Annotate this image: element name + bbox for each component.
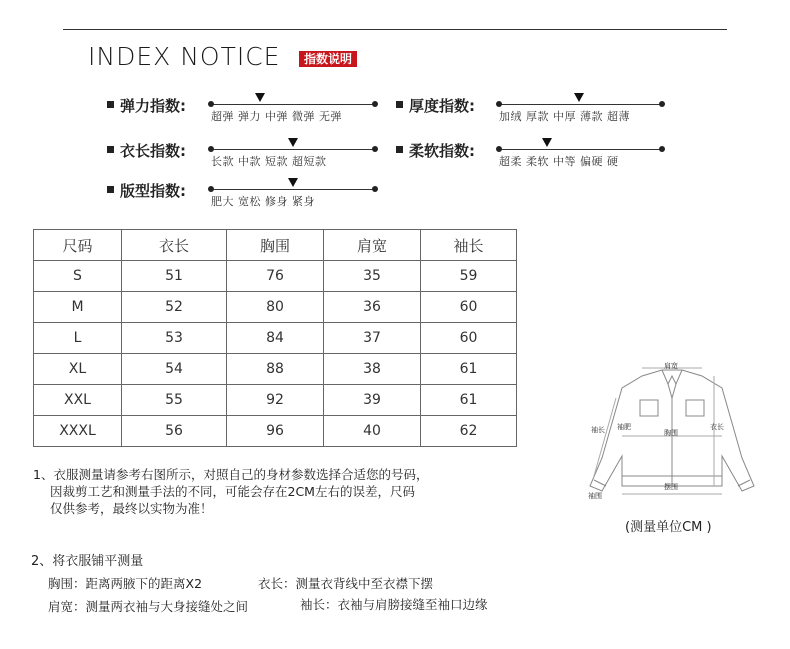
label-shoulder: 肩宽 — [664, 362, 678, 370]
length-definition: 衣长：测量衣背线中至衣襟下摆 — [258, 576, 434, 591]
note-2-title: 2、将衣服铺平测量 — [31, 554, 144, 569]
size-table — [33, 229, 517, 447]
table-cell: 52 — [122, 292, 227, 323]
table-cell: 59 — [421, 261, 517, 292]
label-cuff: 袖围 — [588, 492, 602, 500]
col-header-length: 衣长 — [122, 230, 227, 261]
table-cell: 61 — [421, 354, 517, 385]
jacket-measurement-diagram — [582, 358, 762, 512]
selected-marker-icon — [574, 93, 584, 102]
scale-options: 肥大 宽松 修身 紧身 — [211, 195, 315, 208]
col-header-size: 尺码 — [34, 230, 122, 261]
top-divider — [63, 29, 727, 30]
selected-marker-icon — [288, 178, 298, 187]
table-cell: M — [34, 292, 122, 323]
index-label-elasticity: 弹力指数: — [107, 95, 186, 116]
index-scale-softness — [499, 142, 662, 166]
table-cell: 38 — [324, 354, 421, 385]
index-label-fit: 版型指数: — [107, 180, 186, 201]
col-header-chest: 胸围 — [227, 230, 324, 261]
table-row — [34, 385, 517, 416]
selected-marker-icon — [288, 138, 298, 147]
table-cell: 51 — [122, 261, 227, 292]
table-cell: L — [34, 323, 122, 354]
page-title: INDEX NOTICE — [88, 42, 281, 71]
table-cell: S — [34, 261, 122, 292]
table-cell: 88 — [227, 354, 324, 385]
table-cell: 96 — [227, 416, 324, 447]
selected-marker-icon — [255, 93, 265, 102]
label-hem: 摆围 — [664, 483, 678, 491]
label-chest: 胸围 — [664, 429, 678, 437]
title-badge: 指数说明 — [299, 51, 357, 67]
col-header-sleeve: 袖长 — [421, 230, 517, 261]
index-scale-fit — [211, 182, 375, 206]
index-label-thickness: 厚度指数: — [396, 95, 475, 116]
table-cell: 92 — [227, 385, 324, 416]
selected-marker-icon — [542, 138, 552, 147]
table-cell: 53 — [122, 323, 227, 354]
table-row — [34, 323, 517, 354]
table-cell: 36 — [324, 292, 421, 323]
scale-options: 超弹 弹力 中弹 微弹 无弹 — [211, 110, 342, 123]
table-cell: 40 — [324, 416, 421, 447]
table-row — [34, 354, 517, 385]
table-header-row — [34, 230, 517, 261]
table-cell: XXL — [34, 385, 122, 416]
table-cell: 84 — [227, 323, 324, 354]
note-1-line-1: 1、衣服测量请参考右图所示，对照自己的身材参数选择合适您的号码， — [33, 467, 429, 482]
table-cell: 60 — [421, 323, 517, 354]
table-cell: XL — [34, 354, 122, 385]
sleeve-definition: 袖长：衣袖与肩膀接缝至袖口边缘 — [300, 597, 488, 612]
note-1-line-3: 仅供参考，最终以实物为准！ — [50, 501, 213, 516]
table-cell: 39 — [324, 385, 421, 416]
table-cell: 61 — [421, 385, 517, 416]
label-sleeve: 袖长 — [591, 426, 605, 434]
table-cell: 37 — [324, 323, 421, 354]
scale-options: 超柔 柔软 中等 偏硬 硬 — [499, 155, 619, 168]
scale-options: 长款 中款 短款 超短款 — [211, 155, 327, 168]
label-length: 衣长 — [710, 423, 724, 431]
index-scale-length — [211, 142, 375, 166]
table-cell: 76 — [227, 261, 324, 292]
measurement-unit: (测量单位CM ) — [625, 520, 712, 535]
chest-definition: 胸围：距离两腋下的距离X2 — [48, 576, 203, 591]
index-scale-thickness — [499, 97, 662, 121]
table-cell: 60 — [421, 292, 517, 323]
scale-options: 加绒 厚款 中厚 薄款 超薄 — [499, 110, 630, 123]
col-header-shoulder: 肩宽 — [324, 230, 421, 261]
table-cell: 80 — [227, 292, 324, 323]
table-cell: 35 — [324, 261, 421, 292]
note-1-line-2: 因裁剪工艺和测量手法的不同，可能会存在2CM左右的误差，尺码 — [50, 484, 415, 499]
index-label-length: 衣长指数: — [107, 140, 186, 161]
table-row — [34, 261, 517, 292]
table-cell: 62 — [421, 416, 517, 447]
label-armpit: 袖肥 — [617, 423, 631, 431]
index-scale-elasticity — [211, 97, 375, 121]
table-cell: 56 — [122, 416, 227, 447]
table-cell: XXXL — [34, 416, 122, 447]
shoulder-definition: 肩宽：测量两衣袖与大身接缝处之间 — [48, 599, 249, 614]
table-cell: 54 — [122, 354, 227, 385]
index-label-softness: 柔软指数: — [396, 140, 475, 161]
table-row — [34, 292, 517, 323]
table-cell: 55 — [122, 385, 227, 416]
table-row — [34, 416, 517, 447]
